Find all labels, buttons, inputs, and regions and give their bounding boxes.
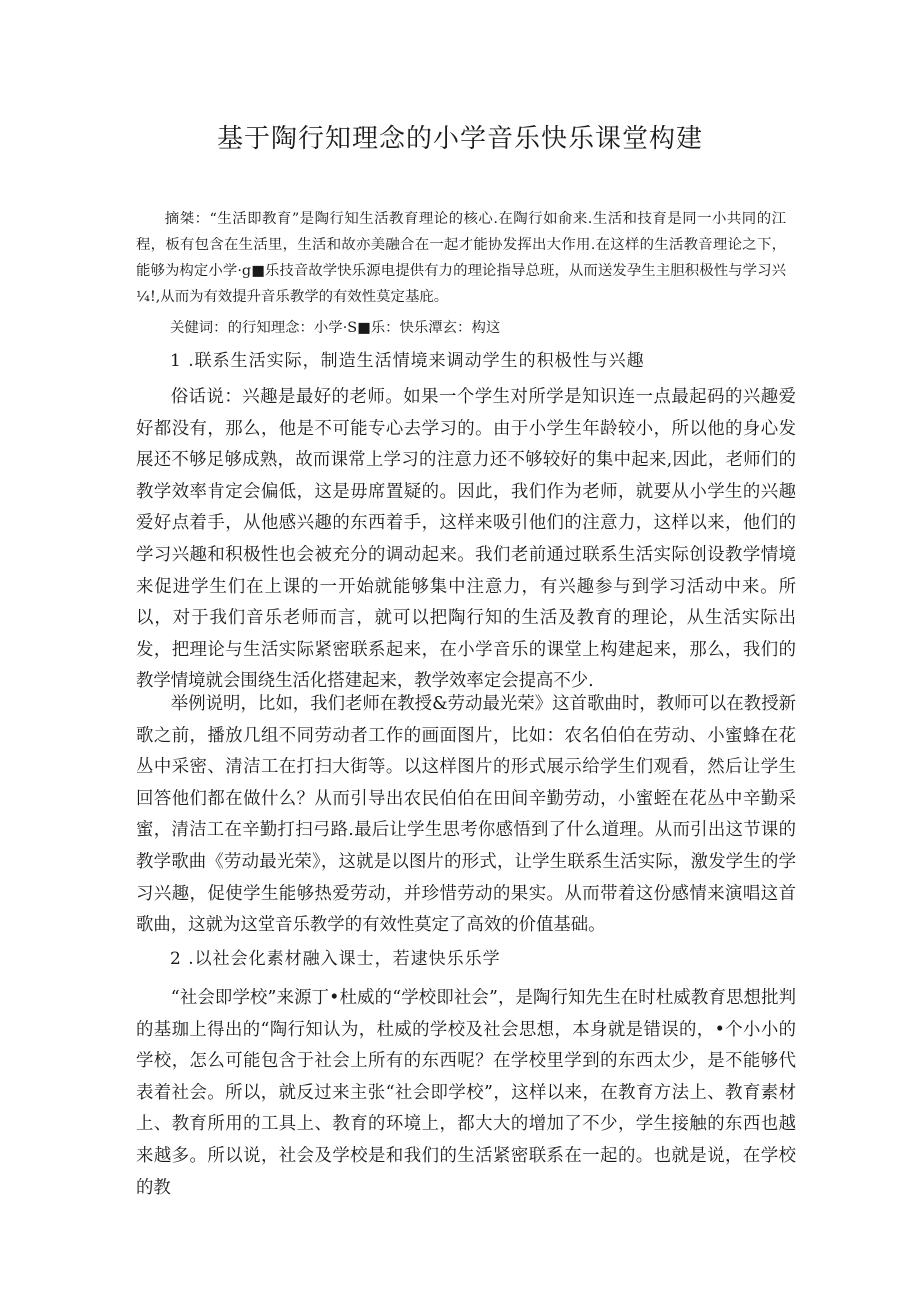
section-1-paragraph-1: 俗话说：兴趣是最好的老师。如果一个学生对所学是知识连一点最起码的兴趣爱好都没有，那么，他是不可能专心去学习的。由于小学生年龄较小，所以他的身心发展还不够足够成熟，故而课常上学习的注意力还不够较好的集中起来,因此，老师们的教学效率肯定会偏低，这是毋席置疑的。因此，我们作为老师，就要从小学生的兴趣爱好点着手，从他感兴趣的东西着手，这样来吸引他们的注意力，这样以来，他们的学习兴趣和积极性也会被充分的调动起来。我们老前通过联系生活实际创设教学情境来促进学生们在上课的一开始就能够集中注意力，有兴趣参与到学习活动中来。所以，对于我们音乐老师而言，就可以把陶行知的生活及教育的理论，从生活实际出发，把理论与生活实际紧密联系起来，在小学音乐的课堂上构建起来，那么，我们的教学情境就会围绕生活化搭建起来，教学效率定会提高不少. [136,387,796,692]
document-title: 基于陶行知理念的小学音乐快乐课堂构建 [216,124,703,154]
abstract-paragraph: 摘桀：“生活即教育”是陶行知生活教育理论的核心.在陶行如俞来.生活和技育是同一小共同的江程，板有包含在生活里，生活和故亦美融合在一起才能协发挥出大作用.在这样的生活教音理论之下，能够为构定小学·g■乐技音故学快乐源电提供有力的理论指导总班，从而送发孕生主胆积极性与学习兴¼!,从而为有效提升音乐教学的有效性莫定基庇。 [136,211,786,305]
section-1-heading: 1 .联系生活实际，制造生活情境来调动学生的积极性与兴趣 [170,351,645,371]
section-1-paragraph-2: 举例说明，比如，我们老师在教授&劳动最光荣》这首歌曲时，教师可以在教授新歌之前，播放几组不同劳动者工作的画面图片，比如：农名伯伯在劳动、小蜜蜂在花丛中采密、清洁工在打扫大街等。以这样图片的形式展示给学生们观看，然后让学生回答他们都在做什么？从而引导出农民伯伯在田间辛勤劳动，小蜜蛭在花丛中辛勤采蜜，清洁工在辛勤打扫弓路.最后让学生思考你感悟到了什么道理。从而引出这节课的教学歌曲《劳动最光荣》，这就是以图片的形式，让学生联系生活实际，激发学生的学习兴趣，促使学生能够热爱劳动，并珍惜劳动的果实。从而带着这份感情来演唱这首歌曲，这就为这堂音乐教学的有效性莫定了高效的价值基础。 [136,694,796,936]
section-2-paragraph-1: “社会即学校”来源丁•杜威的“学校即社会”，是陶行知先生在时杜威教育思想批判的基珈上得出的“陶行知认为，杜威的学校及社会思想，本身就是错误的，•个小小的学校，怎么可能包含于社会上所有的东西呢？在学校里学到的东西太少，是不能够代表着社会。所以，就反过来主张“社会即学校”，这样以来，在教育方法上、教育素材上、教育所用的工具上、教育的环境上，都大大的增加了不少，学生接触的东西也越来越多。所以说，社会及学校是和我们的生活紧密联系在一起的。也就是说，在学校的教 [136,988,796,1198]
keywords-line: 关健词：的行知理念：小学·S■乐：快乐潭玄：构这 [170,320,501,336]
section-2-heading: 2 .以社会化素材融入课士，若逮快乐乐学 [170,949,501,969]
